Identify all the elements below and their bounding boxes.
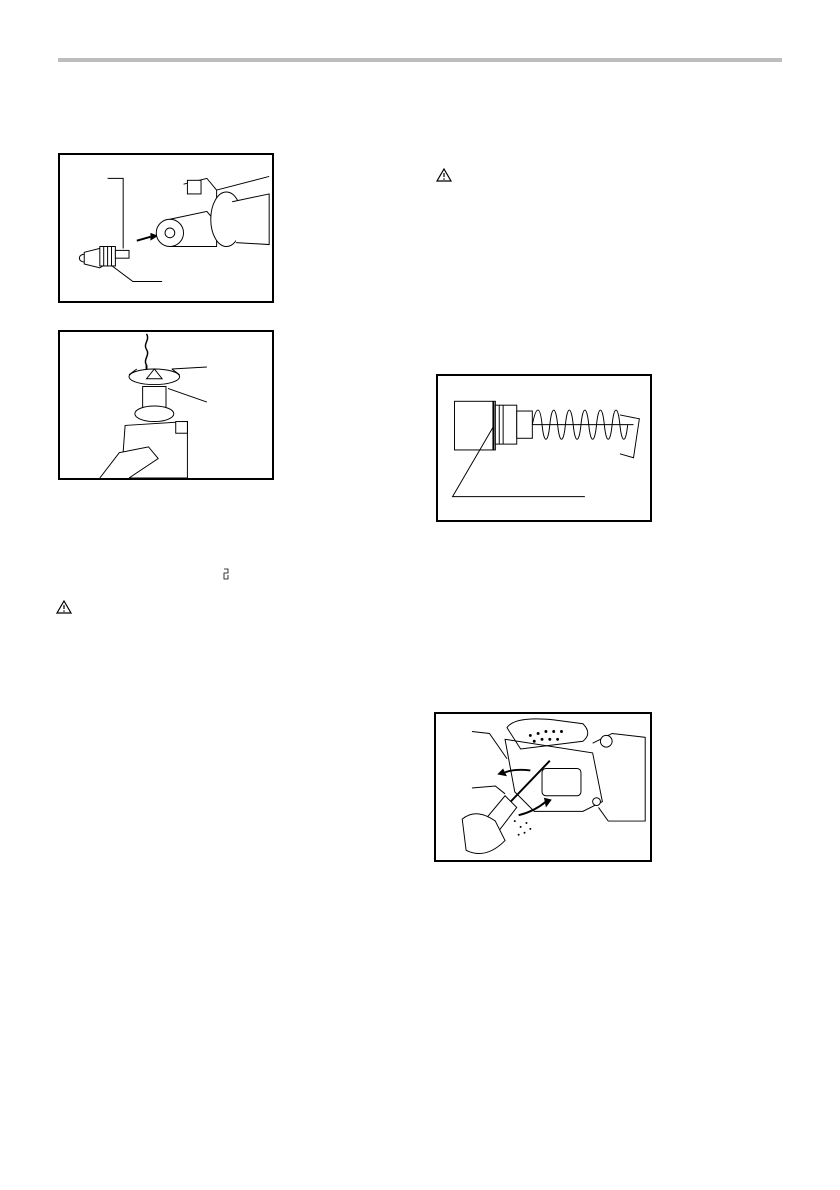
bit-adjust-illustration — [60, 332, 272, 478]
figure-bit-adjust — [58, 330, 274, 480]
chuck-attach-illustration — [60, 155, 272, 301]
carbon-brush-illustration — [438, 376, 650, 520]
warning-triangle-icon — [56, 600, 72, 614]
figure-carbon-brush — [436, 374, 652, 522]
limit-mark-icon — [223, 568, 229, 580]
warning-triangle-icon — [436, 168, 452, 182]
figure-chuck-attach — [58, 153, 274, 303]
brush-cap-illustration — [436, 714, 650, 860]
header-rule — [58, 58, 782, 62]
figure-brush-cap — [434, 712, 652, 862]
